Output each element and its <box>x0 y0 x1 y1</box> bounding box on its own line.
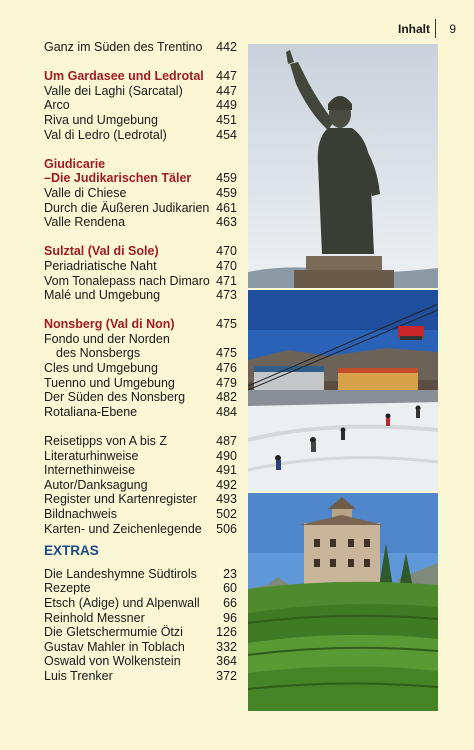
entry-page: 475 <box>216 346 237 361</box>
header-divider <box>435 19 436 38</box>
statue-photo <box>248 44 438 288</box>
toc-entry <box>44 449 237 464</box>
entry-page: 492 <box>216 477 237 492</box>
toc-gap <box>44 303 237 318</box>
entry-title: Valle Rendena <box>44 215 126 230</box>
entry-title: Arco <box>44 98 70 113</box>
toc-entry <box>44 463 237 478</box>
entry-title: Register und Kartenregister <box>44 492 197 507</box>
toc-entry <box>44 201 237 216</box>
entry-title: Der Süden des Nonsberg <box>44 390 186 405</box>
toc-entry <box>44 98 237 113</box>
entry-title: –Die Judikarischen Täler <box>44 171 192 186</box>
entry-title: Literaturhinweise <box>44 448 139 463</box>
toc-entry <box>44 376 237 391</box>
toc-entry <box>44 332 237 347</box>
entry-title: Sulztal (Val di Sole) <box>44 244 159 259</box>
entry-page: 372 <box>216 668 237 683</box>
extras-heading: EXTRAS <box>44 543 99 559</box>
entry-page: 96 <box>223 610 237 625</box>
entry-page: 475 <box>216 317 237 332</box>
entry-page: 470 <box>216 258 237 273</box>
entry-title: Karten- und Zeichenlegende <box>44 521 202 536</box>
toc-section-heading <box>44 69 237 84</box>
toc-entry <box>44 492 237 507</box>
entry-page: 479 <box>216 375 237 390</box>
entry-title: Malé und Umgebung <box>44 288 161 303</box>
entry-page: 491 <box>216 463 237 478</box>
toc-section-heading <box>44 244 237 259</box>
entry-page: 364 <box>216 654 237 669</box>
toc-section-heading <box>44 317 237 332</box>
entry-page: 332 <box>216 639 237 654</box>
toc-gap <box>44 419 237 434</box>
entry-page: 463 <box>216 215 237 230</box>
toc-list <box>44 40 237 536</box>
entry-page: 449 <box>216 98 237 113</box>
entry-page: 506 <box>216 521 237 536</box>
entry-page: 447 <box>216 69 237 84</box>
entry-page: 459 <box>216 185 237 200</box>
entry-page: 493 <box>216 492 237 507</box>
ski-slope-photo <box>248 290 438 491</box>
entry-title: Internethinweise <box>44 463 136 478</box>
toc-entry <box>44 346 237 361</box>
entry-page: 470 <box>216 244 237 259</box>
entry-page: 502 <box>216 507 237 521</box>
toc-section-heading <box>44 171 237 186</box>
entry-title: Rotaliana-Ebene <box>44 404 138 419</box>
entry-page: 459 <box>216 171 237 186</box>
entry-title: Bildnachweis <box>44 507 117 521</box>
entry-title: Rezepte <box>44 581 91 596</box>
toc-entry <box>44 522 237 537</box>
entry-title: Autor/Danksagung <box>44 477 148 492</box>
entry-page: 476 <box>216 361 237 376</box>
toc-entry <box>44 259 237 274</box>
extras-entry <box>44 567 237 582</box>
entry-page: 126 <box>216 625 237 640</box>
extras-entry <box>44 611 237 626</box>
entry-title: Gustav Mahler in Toblach <box>44 639 185 654</box>
entry-title: Val di Ledro (Ledrotal) <box>44 127 167 142</box>
entry-title: Giudicarie <box>44 156 106 171</box>
page-number: 9 <box>449 22 456 36</box>
toc-entry <box>44 84 237 99</box>
entry-page: 66 <box>223 595 237 610</box>
toc-section-heading <box>44 157 237 172</box>
entry-title: Etsch (Adige) und Alpenwall <box>44 595 200 610</box>
entry-page: 484 <box>216 404 237 419</box>
entry-page: 60 <box>223 581 237 596</box>
entry-page: 451 <box>216 112 237 127</box>
toc-entry <box>44 113 237 128</box>
entry-page: 487 <box>216 434 237 449</box>
entry-page: 490 <box>216 448 237 463</box>
entry-title: Vom Tonalepass nach Dimaro <box>44 273 210 288</box>
entry-page: 23 <box>223 566 237 581</box>
entry-page: 461 <box>216 200 237 215</box>
extras-entry <box>44 625 237 640</box>
extras-entry <box>44 581 237 596</box>
entry-title: Nonsberg (Val di Non) <box>44 317 175 332</box>
entry-title: Reinhold Messner <box>44 610 145 625</box>
entry-title: Riva und Umgebung <box>44 112 158 127</box>
toc-entry <box>44 434 237 449</box>
toc-entry <box>44 215 237 230</box>
toc-entry <box>44 390 237 405</box>
toc-entry <box>44 186 237 201</box>
entry-title: Reisetipps von A bis Z <box>44 434 167 449</box>
entry-title: Luis Trenker <box>44 668 113 683</box>
entry-title: Periadriatische Naht <box>44 258 157 273</box>
table-of-contents <box>44 40 237 684</box>
entry-page: 442 <box>216 40 237 54</box>
toc-entry <box>44 288 237 303</box>
toc-gap <box>44 55 237 70</box>
toc-gap <box>44 230 237 245</box>
toc-entry <box>44 361 237 376</box>
entry-title: Fondo und der Norden <box>44 331 170 346</box>
entry-title: Oswald von Wolkenstein <box>44 654 181 669</box>
entry-title: Die Landeshymne Südtirols <box>44 566 197 581</box>
entry-title: Durch die Äußeren Judikarien <box>44 200 210 215</box>
entry-title: Cles und Umgebung <box>44 361 158 376</box>
entry-page: 447 <box>216 83 237 98</box>
toc-entry <box>44 274 237 289</box>
page-header <box>0 0 474 38</box>
entry-page: 482 <box>216 390 237 405</box>
extras-entry <box>44 669 237 684</box>
toc-entry <box>44 507 237 522</box>
entry-title: Ganz im Süden des Trentino <box>44 40 203 54</box>
extras-list <box>44 567 237 684</box>
toc-entry <box>44 405 237 420</box>
toc-entry <box>44 40 237 55</box>
castle-photo <box>248 493 438 711</box>
entry-title: Valle di Chiese <box>44 185 127 200</box>
extras-entry <box>44 654 237 669</box>
entry-page: 454 <box>216 127 237 142</box>
entry-title: Valle dei Laghi (Sarcatal) <box>44 83 183 98</box>
entry-page: 473 <box>216 288 237 303</box>
extras-entry <box>44 596 237 611</box>
entry-title: Die Gletschermumie Ötzi <box>44 625 183 640</box>
entry-title: Tuenno und Umgebung <box>44 375 175 390</box>
extras-entry <box>44 640 237 655</box>
entry-page: 471 <box>216 273 237 288</box>
toc-gap <box>44 142 237 157</box>
entry-title: Um Gardasee und Ledrotal <box>44 69 204 84</box>
toc-entry <box>44 478 237 493</box>
entry-title: des Nonsbergs <box>56 346 141 361</box>
header-title: Inhalt <box>398 22 430 36</box>
toc-entry <box>44 128 237 143</box>
